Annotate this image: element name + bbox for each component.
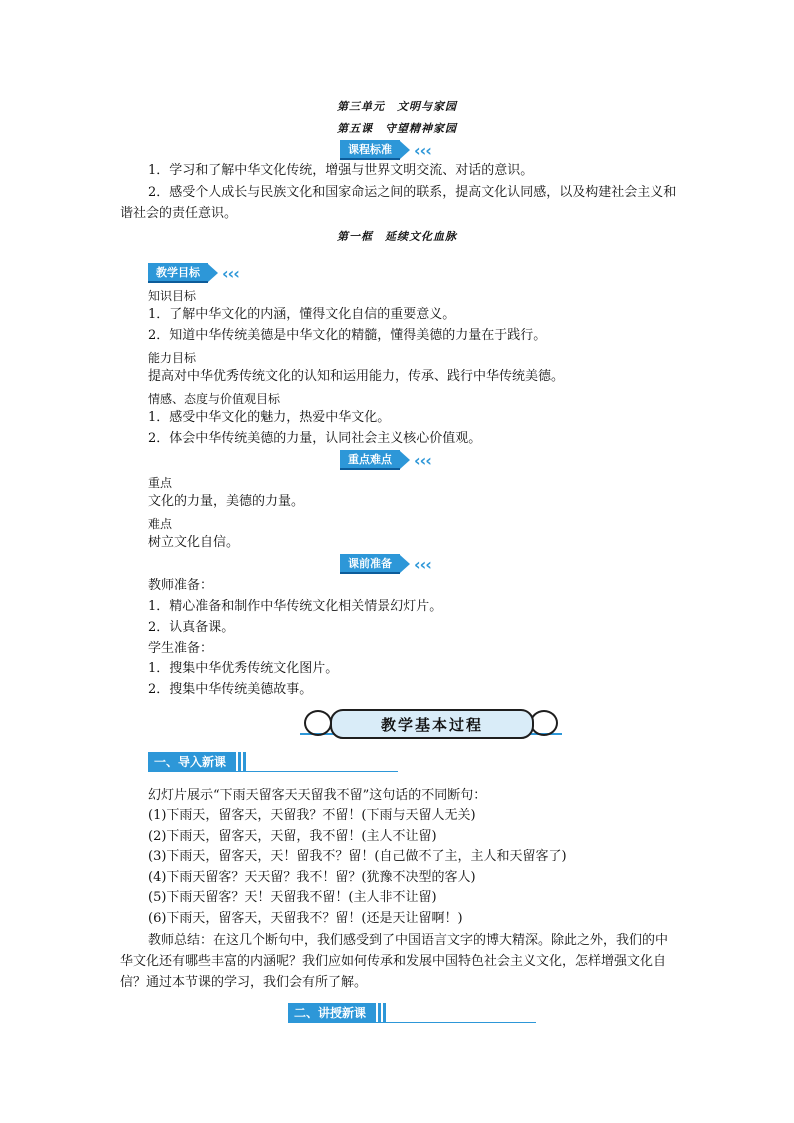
objectives-banner-label: 教学目标 (148, 263, 208, 283)
section-2-title: 二、讲授新课 (288, 1003, 376, 1022)
curriculum-banner-label: 课程标准 (340, 140, 400, 160)
sentence-item-1: (1)下雨天，留客天，天留我？不留！(下雨与天留人无关) (148, 808, 476, 823)
section-1-intro: 幻灯片展示“下雨天留客天天留我不留”这句话的不同断句： (148, 788, 487, 803)
key-points-banner (340, 451, 431, 469)
scroll-ornament-right-icon (530, 710, 558, 736)
teacher-prep-label: 教师准备： (148, 578, 214, 593)
key-points-banner-label: 重点难点 (340, 450, 400, 470)
frame-title: 第一框 延续文化血脉 (337, 230, 457, 243)
sentence-item-5: (5)下雨天留客？天！天留我不留！(主人非不让留) (148, 890, 437, 905)
teacher-prep-2: 2．认真备课。 (148, 620, 235, 635)
ability-goal-1: 提高对中华优秀传统文化的认知和运用能力，传承、践行中华传统美德。 (148, 369, 565, 384)
section-1-header (148, 752, 246, 771)
unit-title: 第三单元 文明与家园 (337, 100, 457, 113)
chevrons-icon: ‹‹‹ (414, 450, 431, 470)
teacher-prep-1: 1．精心准备和制作中华传统文化相关情景幻灯片。 (148, 599, 443, 614)
curriculum-item-1: 1．学习和了解中华文化传统，增强与世界文明交流、对话的意识。 (148, 163, 534, 178)
difficult-text: 树立文化自信。 (148, 535, 240, 550)
knowledge-goal-2: 2．知道中华传统美德是中华文化的精髓，懂得美德的力量在于践行。 (148, 328, 547, 343)
lesson-title: 第五课 守望精神家园 (337, 122, 457, 135)
key-text: 文化的力量，美德的力量。 (148, 494, 305, 509)
chevrons-icon: ‹‹‹ (222, 263, 239, 283)
student-prep-2: 2．搜集中华传统美德故事。 (148, 682, 313, 697)
student-prep-label: 学生准备： (148, 641, 214, 656)
sentence-item-2: (2)下雨天，留客天，天留，我不留！(主人不让留) (148, 829, 437, 844)
sentence-item-6: (6)下雨天，留客天，天留我不？留！(还是天让留啊！) (148, 911, 463, 926)
prep-banner (340, 555, 431, 573)
curriculum-item-2: 2．感受个人成长与民族文化和国家命运之间的联系，提高文化认同感，以及构建社会主义和谐社会的责任意识。 (120, 185, 677, 221)
knowledge-goal-label: 知识目标 (148, 289, 197, 303)
process-banner (300, 706, 562, 738)
knowledge-goal-1: 1．了解中华文化的内涵，懂得文化自信的重要意义。 (148, 307, 456, 322)
emotion-goal-label: 情感、态度与价值观目标 (148, 392, 281, 406)
difficult-label: 难点 (148, 517, 173, 531)
emotion-goal-1: 1．感受中华文化的魅力，热爱中华文化。 (148, 410, 391, 425)
key-label: 重点 (148, 476, 173, 490)
section-2-header (288, 1003, 386, 1022)
section-1-title: 一、导入新课 (148, 752, 236, 771)
emotion-goal-2: 2．体会中华传统美德的力量，认同社会主义核心价值观。 (148, 431, 482, 446)
section-1-summary: 教师总结：在这几个断句中，我们感受到了中国语言文字的博大精深。除此之外，我们的中华文化还有哪些丰富的内涵呢？我们应如何传承和发展中国特色社会主义文化，怎样增强文化自信？通过本节课的学习，我们会有所了解。 (120, 933, 669, 990)
scroll-ornament-left-icon (304, 710, 332, 736)
chevrons-icon: ‹‹‹ (414, 554, 431, 574)
objectives-banner (148, 264, 239, 282)
curriculum-banner (340, 141, 431, 159)
student-prep-1: 1．搜集中华优秀传统文化图片。 (148, 661, 339, 676)
sentence-item-4: (4)下雨天留客？天天留？我不！留？(犹豫不决型的客人) (148, 870, 476, 885)
process-banner-label: 教学基本过程 (330, 709, 534, 739)
prep-banner-label: 课前准备 (340, 554, 400, 574)
chevrons-icon: ‹‹‹ (414, 140, 431, 160)
ability-goal-label: 能力目标 (148, 351, 197, 365)
sentence-item-3: (3)下雨天，留客天，天！留我不？留！(自己做不了主，主人和天留客了) (148, 849, 567, 864)
